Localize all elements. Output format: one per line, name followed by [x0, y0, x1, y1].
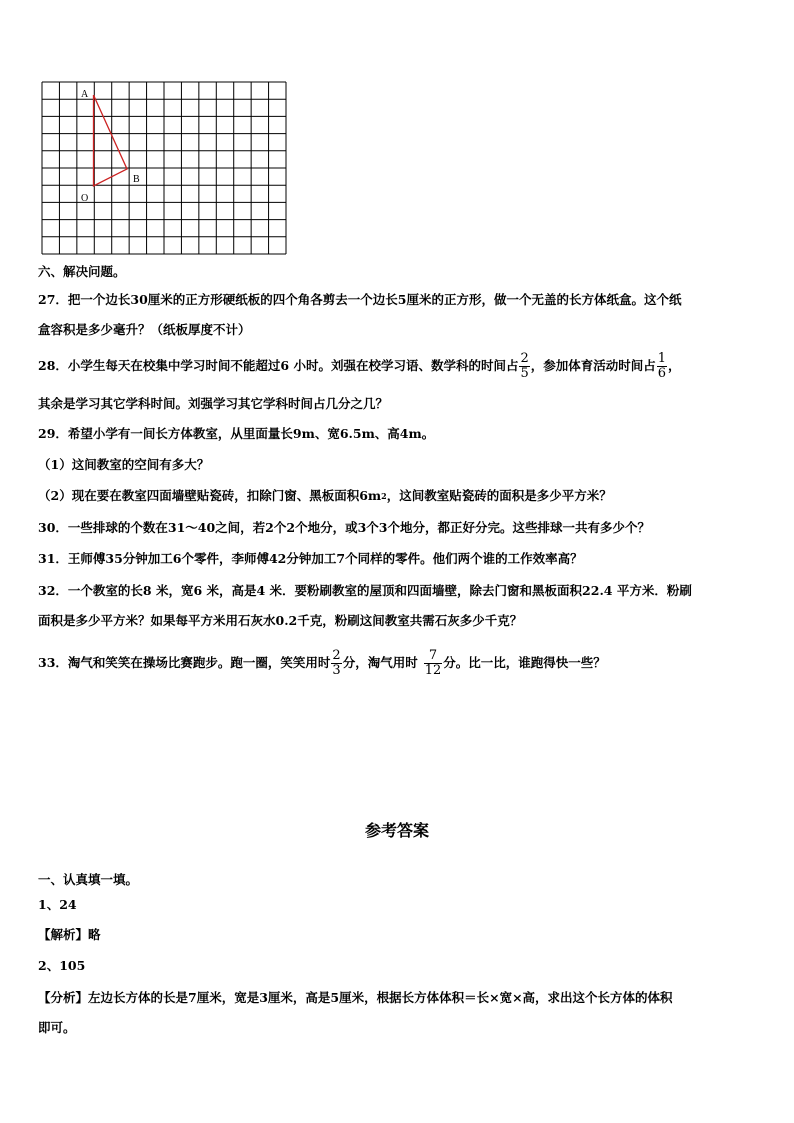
label-b: B	[133, 174, 140, 185]
answer-2: 2、105	[38, 958, 86, 973]
q33-fraction-7-12	[424, 649, 443, 678]
q33-fraction-2-3	[331, 649, 341, 678]
q29-sub2-sup: 2	[381, 491, 387, 501]
q29-sub2b: ，这间教室贴瓷砖的面积是多少平方米？	[386, 488, 612, 503]
q28-fraction-2-5	[519, 352, 529, 381]
q27-line1: 27．把一个边长30厘米的正方形硬纸板的四个角各剪去一个边长5厘米的正方形，做一个无盖的长方体纸盒。这个纸	[38, 292, 682, 307]
answer-2-note-line2: 即可。	[38, 1020, 76, 1035]
q29-sub2	[38, 488, 612, 504]
q33-line	[38, 649, 606, 678]
grid-lines	[42, 82, 286, 254]
grid-figure	[41, 81, 287, 255]
label-o: O	[81, 193, 89, 204]
q28-frac1-num: 2	[520, 351, 529, 366]
q33-part2: 分，淘气用时	[342, 655, 418, 670]
answer-2-note-line1: 【分析】左边长方体的长是7厘米，宽是3厘米，高是5厘米，根据长方体体积＝长×宽×高，求出这个长方体的体积	[38, 990, 673, 1005]
q28-line1	[38, 352, 681, 381]
q32-line1: 32．一个教室的长8 米，宽6 米，高是4 米．要粉刷教室的屋顶和四面墙壁，除去门窗和黑板面积22.4 平方米．粉刷	[38, 583, 692, 598]
label-a: A	[81, 89, 89, 100]
q29-sub1: （1）这间教室的空间有多大？	[38, 457, 210, 472]
q30-text: 30．一些排球的个数在31～40之间，若2个2个地分，或3个3个地分，都正好分完。这些排球一共有多少个？	[38, 520, 650, 535]
answers-title: 参考答案	[364, 821, 429, 840]
q33-frac1-num: 2	[332, 648, 341, 663]
q31-text: 31．王师傅35分钟加工6个零件，李师傅42分钟加工7个同样的零件。他们两个谁的工作效率高？	[38, 551, 583, 566]
q28-line2: 其余是学习其它学科时间。刘强学习其它学科时间占几分之几？	[38, 396, 389, 411]
q33-frac2-num: 7	[424, 649, 443, 664]
q32-line2: 面积是多少平方米？如果每平方米用石灰水0.2千克，粉刷这间教室共需石灰多少千克？	[38, 613, 523, 628]
answer-1: 1、24	[38, 897, 77, 912]
q28-frac2-num: 1	[657, 351, 667, 366]
q33-frac1-den: 3	[332, 663, 341, 678]
q28-frac1-den: 5	[520, 366, 529, 381]
q33-part3: 分。比一比，谁跑得快一些？	[443, 655, 606, 670]
q29-line1: 29．希望小学有一间长方体教室，从里面量长9m、宽6.5m、高4m。	[38, 426, 435, 441]
answer-1-note: 【解析】略	[38, 927, 101, 942]
answers-section1: 一、认真填一填。	[38, 872, 139, 887]
q28-part3: ，	[668, 358, 681, 373]
q33-frac2-den: 12	[424, 663, 442, 678]
q28-part2: ，参加体育活动时间占	[530, 358, 656, 373]
q29-sub2a: （2）现在要在教室四面墙壁贴瓷砖，扣除门窗、黑板面积6m	[38, 488, 382, 503]
q28-frac2-den: 6	[657, 366, 667, 381]
section6-heading: 六、解决问题。	[38, 264, 126, 279]
triangle-aob	[94, 95, 128, 186]
q33-part1: 33．淘气和笑笑在操场比赛跑步。跑一圈，笑笑用时	[38, 655, 331, 670]
q28-part1: 28．小学生每天在校集中学习时间不能超过6 小时。刘强在校学习语、数学科的时间占	[38, 358, 519, 373]
q27-line2: 盒容积是多少毫升？（纸板厚度不计）	[38, 322, 251, 337]
q28-fraction-1-6	[657, 352, 667, 381]
